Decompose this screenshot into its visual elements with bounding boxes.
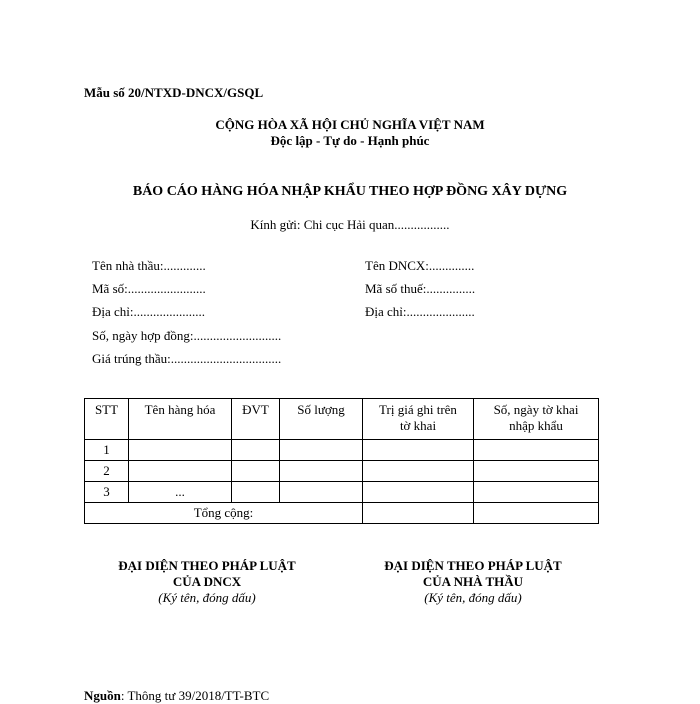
source-line bbox=[84, 688, 269, 704]
table-total-row bbox=[85, 503, 599, 524]
tax-code-field: Mã số thuế:............... bbox=[365, 281, 476, 296]
table-header-row bbox=[85, 399, 599, 440]
row-declared-value bbox=[363, 461, 474, 482]
header-stt: STT bbox=[85, 399, 129, 440]
header-declared-value-line2: tờ khai bbox=[399, 418, 437, 433]
dncx-signature-title-line2: CỦA DNCX bbox=[172, 574, 242, 589]
row-declared-value bbox=[363, 440, 474, 461]
header-unit: ĐVT bbox=[232, 399, 280, 440]
winning-bid-price-field: Giá trúng thầu:.................................. bbox=[92, 351, 282, 366]
row-declaration bbox=[474, 482, 599, 503]
row-quantity bbox=[280, 461, 363, 482]
contractor-name-field: Tên nhà thầu:............. bbox=[92, 258, 206, 273]
row-goods-name bbox=[129, 440, 232, 461]
dncx-signature-note: (Ký tên, đóng dấu) bbox=[158, 590, 256, 605]
dncx-signature-block bbox=[84, 558, 330, 606]
row-stt: 2 bbox=[85, 461, 129, 482]
row-declaration bbox=[474, 461, 599, 482]
source-value: : Thông tư 39/2018/TT-BTC bbox=[120, 688, 270, 703]
total-declared-value bbox=[363, 503, 474, 524]
table-row bbox=[85, 461, 599, 482]
row-goods-name: ... bbox=[129, 482, 232, 503]
contract-number-date-field: Số, ngày hợp đồng:........................... bbox=[92, 328, 282, 343]
row-goods-name bbox=[129, 461, 232, 482]
row-quantity bbox=[280, 482, 363, 503]
source-label: Nguồn bbox=[84, 688, 121, 703]
row-stt: 3 bbox=[85, 482, 129, 503]
contractor-signature-note: (Ký tên, đóng dấu) bbox=[424, 590, 522, 605]
table-row bbox=[85, 482, 599, 503]
total-declaration bbox=[474, 503, 599, 524]
row-unit bbox=[232, 461, 280, 482]
row-stt: 1 bbox=[85, 440, 129, 461]
header-declared-value-line1: Trị giá ghi trên bbox=[379, 402, 457, 417]
row-unit bbox=[232, 482, 280, 503]
row-declaration bbox=[474, 440, 599, 461]
header-declaration-line2: nhập khẩu bbox=[509, 418, 563, 433]
form-code: Mẫu số 20/NTXD-DNCX/GSQL bbox=[84, 85, 264, 100]
row-quantity bbox=[280, 440, 363, 461]
total-label: Tổng cộng: bbox=[85, 503, 363, 524]
header-declaration bbox=[474, 399, 599, 440]
report-title: BÁO CÁO HÀNG HÓA NHẬP KHẨU THEO HỢP ĐỒNG XÂY DỰNG bbox=[132, 184, 568, 199]
recipient-line: Kính gửi: Chi cục Hải quan................. bbox=[250, 217, 450, 232]
header-declared-value bbox=[363, 399, 474, 440]
table-row bbox=[85, 440, 599, 461]
goods-table bbox=[84, 398, 599, 524]
dncx-signature-title-line1: ĐẠI DIỆN THEO PHÁP LUẬT bbox=[118, 558, 296, 573]
contractor-signature-block bbox=[350, 558, 596, 606]
code-field: Mã số:........................ bbox=[92, 281, 206, 296]
dncx-address-field: Địa chỉ:..................... bbox=[365, 304, 475, 319]
contractor-signature-title-line1: ĐẠI DIỆN THEO PHÁP LUẬT bbox=[384, 558, 562, 573]
header-goods-name: Tên hàng hóa bbox=[129, 399, 232, 440]
header-quantity: Số lượng bbox=[280, 399, 363, 440]
dncx-name-field: Tên DNCX:.............. bbox=[365, 258, 475, 273]
row-declared-value bbox=[363, 482, 474, 503]
contractor-signature-title-line2: CỦA NHÀ THẦU bbox=[422, 574, 524, 589]
header-declaration-line1: Số, ngày tờ khai bbox=[493, 402, 579, 417]
contractor-address-field: Địa chỉ:...................... bbox=[92, 304, 206, 319]
national-title: CỘNG HÒA XÃ HỘI CHỦ NGHĨA VIỆT NAM bbox=[215, 117, 485, 132]
row-unit bbox=[232, 440, 280, 461]
national-motto: Độc lập - Tự do - Hạnh phúc bbox=[270, 133, 430, 148]
